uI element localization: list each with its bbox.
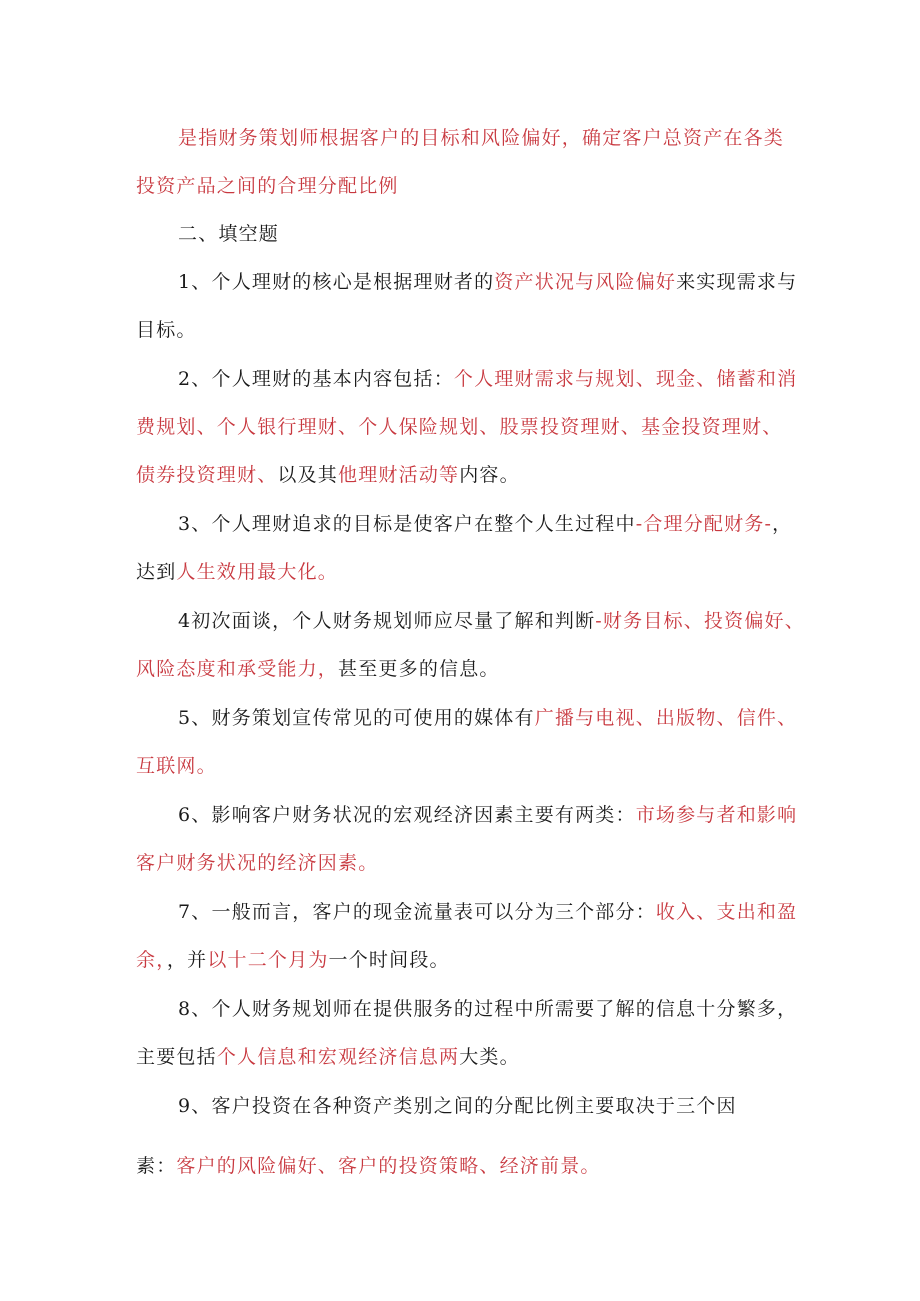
- question-1-answer: 资产状况与风险偏好: [494, 271, 677, 293]
- question-7-answer-1: 收入、支出和盈: [655, 901, 798, 923]
- question-7-line-1: [178, 898, 797, 926]
- question-4-answer-1: -财务目标、投资偏好、: [595, 610, 805, 632]
- question-8-text: 主要包括: [136, 1046, 217, 1068]
- question-8-line-2: [136, 1043, 520, 1071]
- question-7-text: 7、一般而言，客户的现金流量表可以分为三个部分：: [178, 901, 656, 923]
- question-3-answer-1: -合理分配财务-: [635, 513, 773, 535]
- question-8-answer: 个人信息和宏观经济信息两: [216, 1046, 460, 1068]
- question-2-text-end: 内容。: [459, 464, 520, 486]
- question-6-text: 6、影响客户财务状况的宏观经济因素主要有两类：: [178, 804, 636, 826]
- question-9-text: 素：: [136, 1155, 177, 1177]
- question-7-text-cont: ，并: [166, 949, 208, 971]
- question-1-line-2: 目标。: [136, 319, 197, 341]
- question-2-answer-4: 他理财活动等: [338, 464, 460, 486]
- question-5-answer-1: 广播与电视、出版物、信件、: [534, 707, 798, 729]
- question-9-answer: 客户的风险偏好、客户的投资策略、经济前景。: [176, 1155, 601, 1177]
- question-5-text: 5、财务策划宣传常见的可使用的媒体有: [178, 707, 535, 729]
- question-4-line-1: [178, 607, 805, 635]
- question-9-line-1: 9、客户投资在各种资产类别之间的分配比例主要取决于三个因: [178, 1095, 737, 1117]
- question-5-line-2: 互联网。: [136, 755, 217, 777]
- question-5-line-1: [178, 704, 797, 732]
- question-3-punct: ，: [772, 513, 793, 535]
- question-3-line-1: [178, 510, 792, 538]
- question-4-line-2: [136, 655, 500, 683]
- question-3-line-2: [136, 558, 338, 586]
- question-9-line-2: [136, 1152, 601, 1180]
- section-heading: 二、填空题: [178, 223, 280, 245]
- question-6-answer-1: 市场参与者和影响: [635, 804, 798, 826]
- question-2-line-2: 费规划、个人银行理财、个人保险规划、股票投资理财、基金投资理财、: [136, 416, 783, 438]
- question-6-line-1: [178, 801, 797, 829]
- question-7-answer-2: 余，: [136, 949, 167, 971]
- question-1-text-cont: 来实现需求与: [676, 271, 798, 293]
- question-8-line-1: 8、个人财务规划师在提供服务的过程中所需要了解的信息十分繁多，: [178, 998, 798, 1020]
- question-3-text: 3、个人理财追求的目标是使客户在整个人生过程中: [178, 513, 636, 535]
- intro-line-2: 投资产品之间的合理分配比例: [136, 175, 399, 197]
- question-6-line-2: 客户财务状况的经济因素。: [136, 852, 379, 874]
- question-1-text: 1、个人理财的核心是根据理财者的: [178, 271, 495, 293]
- question-3-answer-2: 人生效用最大化。: [176, 561, 339, 583]
- question-4-answer-2: 风险态度和承受能力，: [136, 658, 339, 680]
- question-7-text-end: 一个时间段。: [328, 949, 450, 971]
- question-2-answer-3: 债券投资理财、: [136, 464, 278, 486]
- question-2-text: 2、个人理财的基本内容包括：: [178, 368, 454, 390]
- question-2-answer-1: 个人理财需求与规划、现金、储蓄和消: [453, 368, 798, 390]
- question-4-text-end: 甚至更多的信息。: [338, 658, 500, 680]
- question-2-line-1: [178, 365, 797, 393]
- question-2-text-cont: 以及其: [277, 464, 339, 486]
- question-3-text-cont: 达到: [136, 561, 177, 583]
- question-1-line-1: [178, 268, 797, 296]
- question-4-text: 4初次面谈，个人财务规划师应尽量了解和判断: [178, 610, 596, 632]
- question-2-line-3: [136, 461, 520, 489]
- intro-line-1: 是指财务策划师根据客户的目标和风险偏好，确定客户总资产在各类: [178, 127, 785, 149]
- question-8-text-end: 大类。: [459, 1046, 520, 1068]
- question-7-line-2: [136, 946, 450, 974]
- question-7-answer-3: 以十二个月为: [207, 949, 329, 971]
